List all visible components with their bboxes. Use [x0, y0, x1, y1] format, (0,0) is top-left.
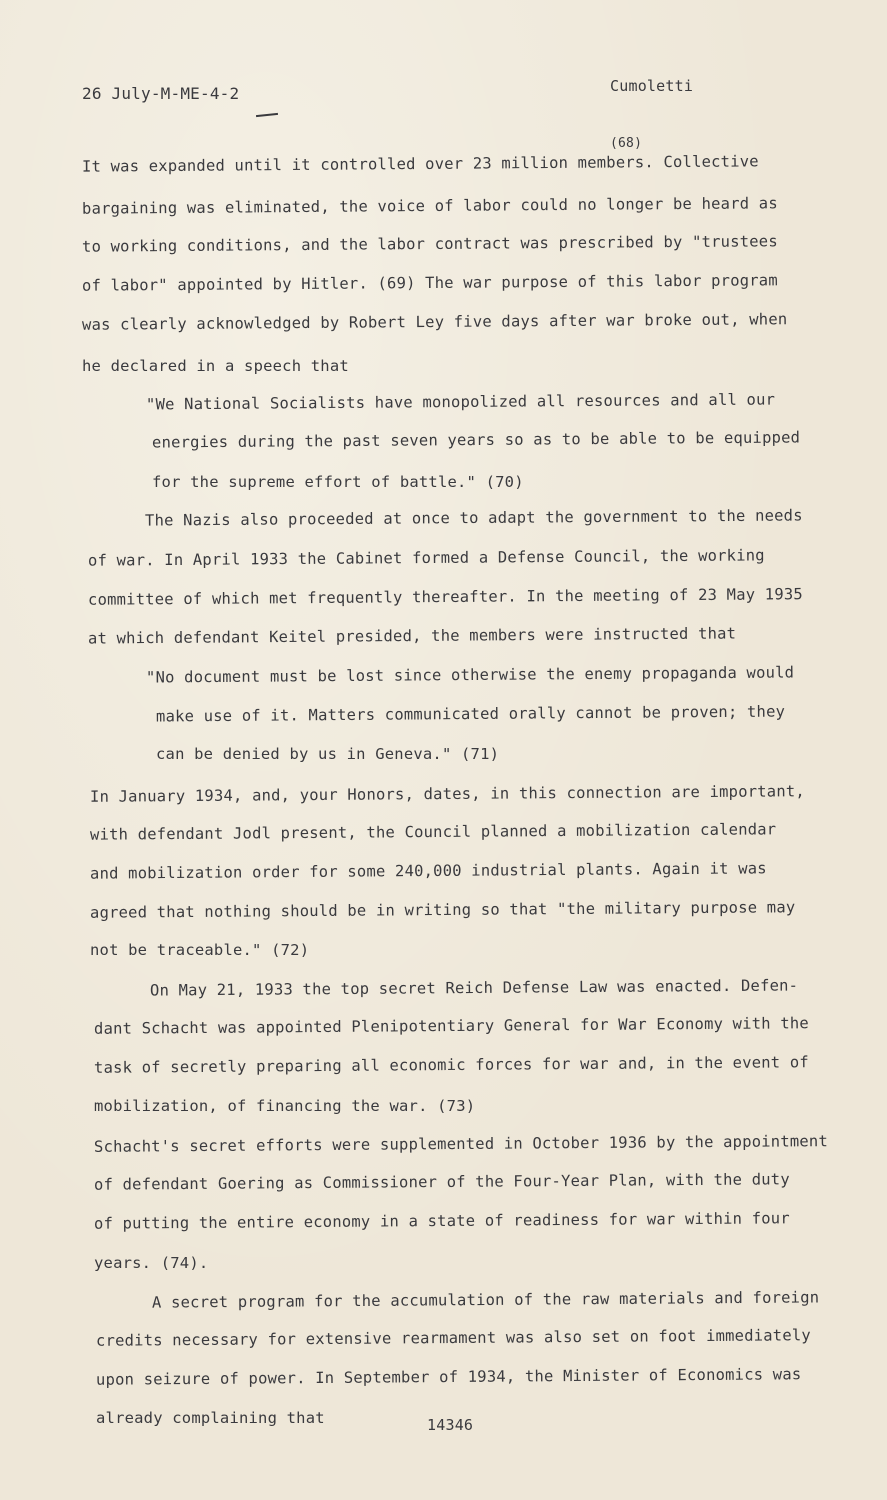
- block-quote-line: for the supreme effort of battle." (70): [152, 473, 524, 491]
- block-quote-line: can be denied by us in Geneva." (71): [156, 745, 500, 763]
- document-reference: 26 July-M-ME-4-2: [82, 84, 240, 103]
- body-line: was clearly acknowledged by Robert Ley five days after war broke out, when: [81, 310, 788, 334]
- body-line: at which defendant Keitel presided, the members were instructed that: [87, 624, 737, 648]
- body-line: he declared in a speech that: [82, 357, 349, 375]
- block-quote-line: "We National Socialists have monopolized all resources and all our: [145, 390, 776, 414]
- body-line: upon seizure of power. In September of 1934, the Minister of Economics was: [95, 1365, 802, 1389]
- body-line: of labor" appointed by Hitler. (69) The war purpose of this labor program: [81, 271, 778, 295]
- body-line: A secret program for the accumulation of the raw materials and foreign: [151, 1288, 820, 1312]
- body-line: mobilization, of financing the war. (73): [94, 1097, 476, 1115]
- reporter-name: Cumoletti: [610, 77, 694, 95]
- body-line: The Nazis also proceeded at once to adapt the government to the needs: [144, 506, 803, 530]
- body-line: not be traceable." (72): [90, 941, 310, 959]
- body-line: task of secretly preparing all economic forces for war and, in the event of: [93, 1053, 809, 1077]
- page-number: 14346: [427, 1416, 474, 1434]
- body-line: On May 21, 1933 the top secret Reich Defense Law was enacted. Defen-: [149, 976, 799, 1000]
- body-line: of putting the entire economy in a state of readiness for war within four: [93, 1209, 790, 1233]
- body-line: agreed that nothing should be in writing so that "the military purpose may: [89, 898, 796, 922]
- body-line: Schacht's secret efforts were supplemented in October 1936 by the appointment: [93, 1132, 829, 1156]
- body-line: dant Schacht was appointed Plenipotentiary General for War Economy with the: [93, 1014, 809, 1038]
- block-quote-line: "No document must be lost since otherwise the enemy propaganda would: [145, 663, 795, 687]
- block-quote-line: energies during the past seven years so as to be able to be equipped: [151, 428, 801, 452]
- body-line: credits necessary for extensive rearmament was also set on foot immediately: [95, 1326, 811, 1350]
- body-line: bargaining was eliminated, the voice of labor could no longer be heard as: [81, 194, 778, 218]
- footnote-mark: (68): [610, 136, 643, 151]
- block-quote-line: make use of it. Matters communicated orally cannot be proven; they: [155, 702, 786, 726]
- body-line: years. (74).: [94, 1254, 209, 1272]
- header-dash: [256, 113, 278, 117]
- body-line: In January 1934, and, your Honors, dates, in this connection are important,: [89, 782, 805, 806]
- body-line: of war. In April 1933 the Cabinet formed a Defense Council, the working: [87, 546, 765, 570]
- body-line: It was expanded until it controlled over 23 million members. Collective: [81, 152, 759, 176]
- body-line: already complaining that: [96, 1409, 325, 1427]
- body-line: to working conditions, and the labor contract was prescribed by "trustees: [81, 232, 778, 256]
- body-line: committee of which met frequently thereafter. In the meeting of 23 May 1935: [87, 585, 803, 609]
- body-line: and mobilization order for some 240,000 industrial plants. Again it was: [89, 859, 767, 883]
- body-line: of defendant Goering as Commissioner of the Four-Year Plan, with the duty: [93, 1170, 790, 1194]
- body-line: with defendant Jodl present, the Council planned a mobilization calendar: [89, 820, 777, 844]
